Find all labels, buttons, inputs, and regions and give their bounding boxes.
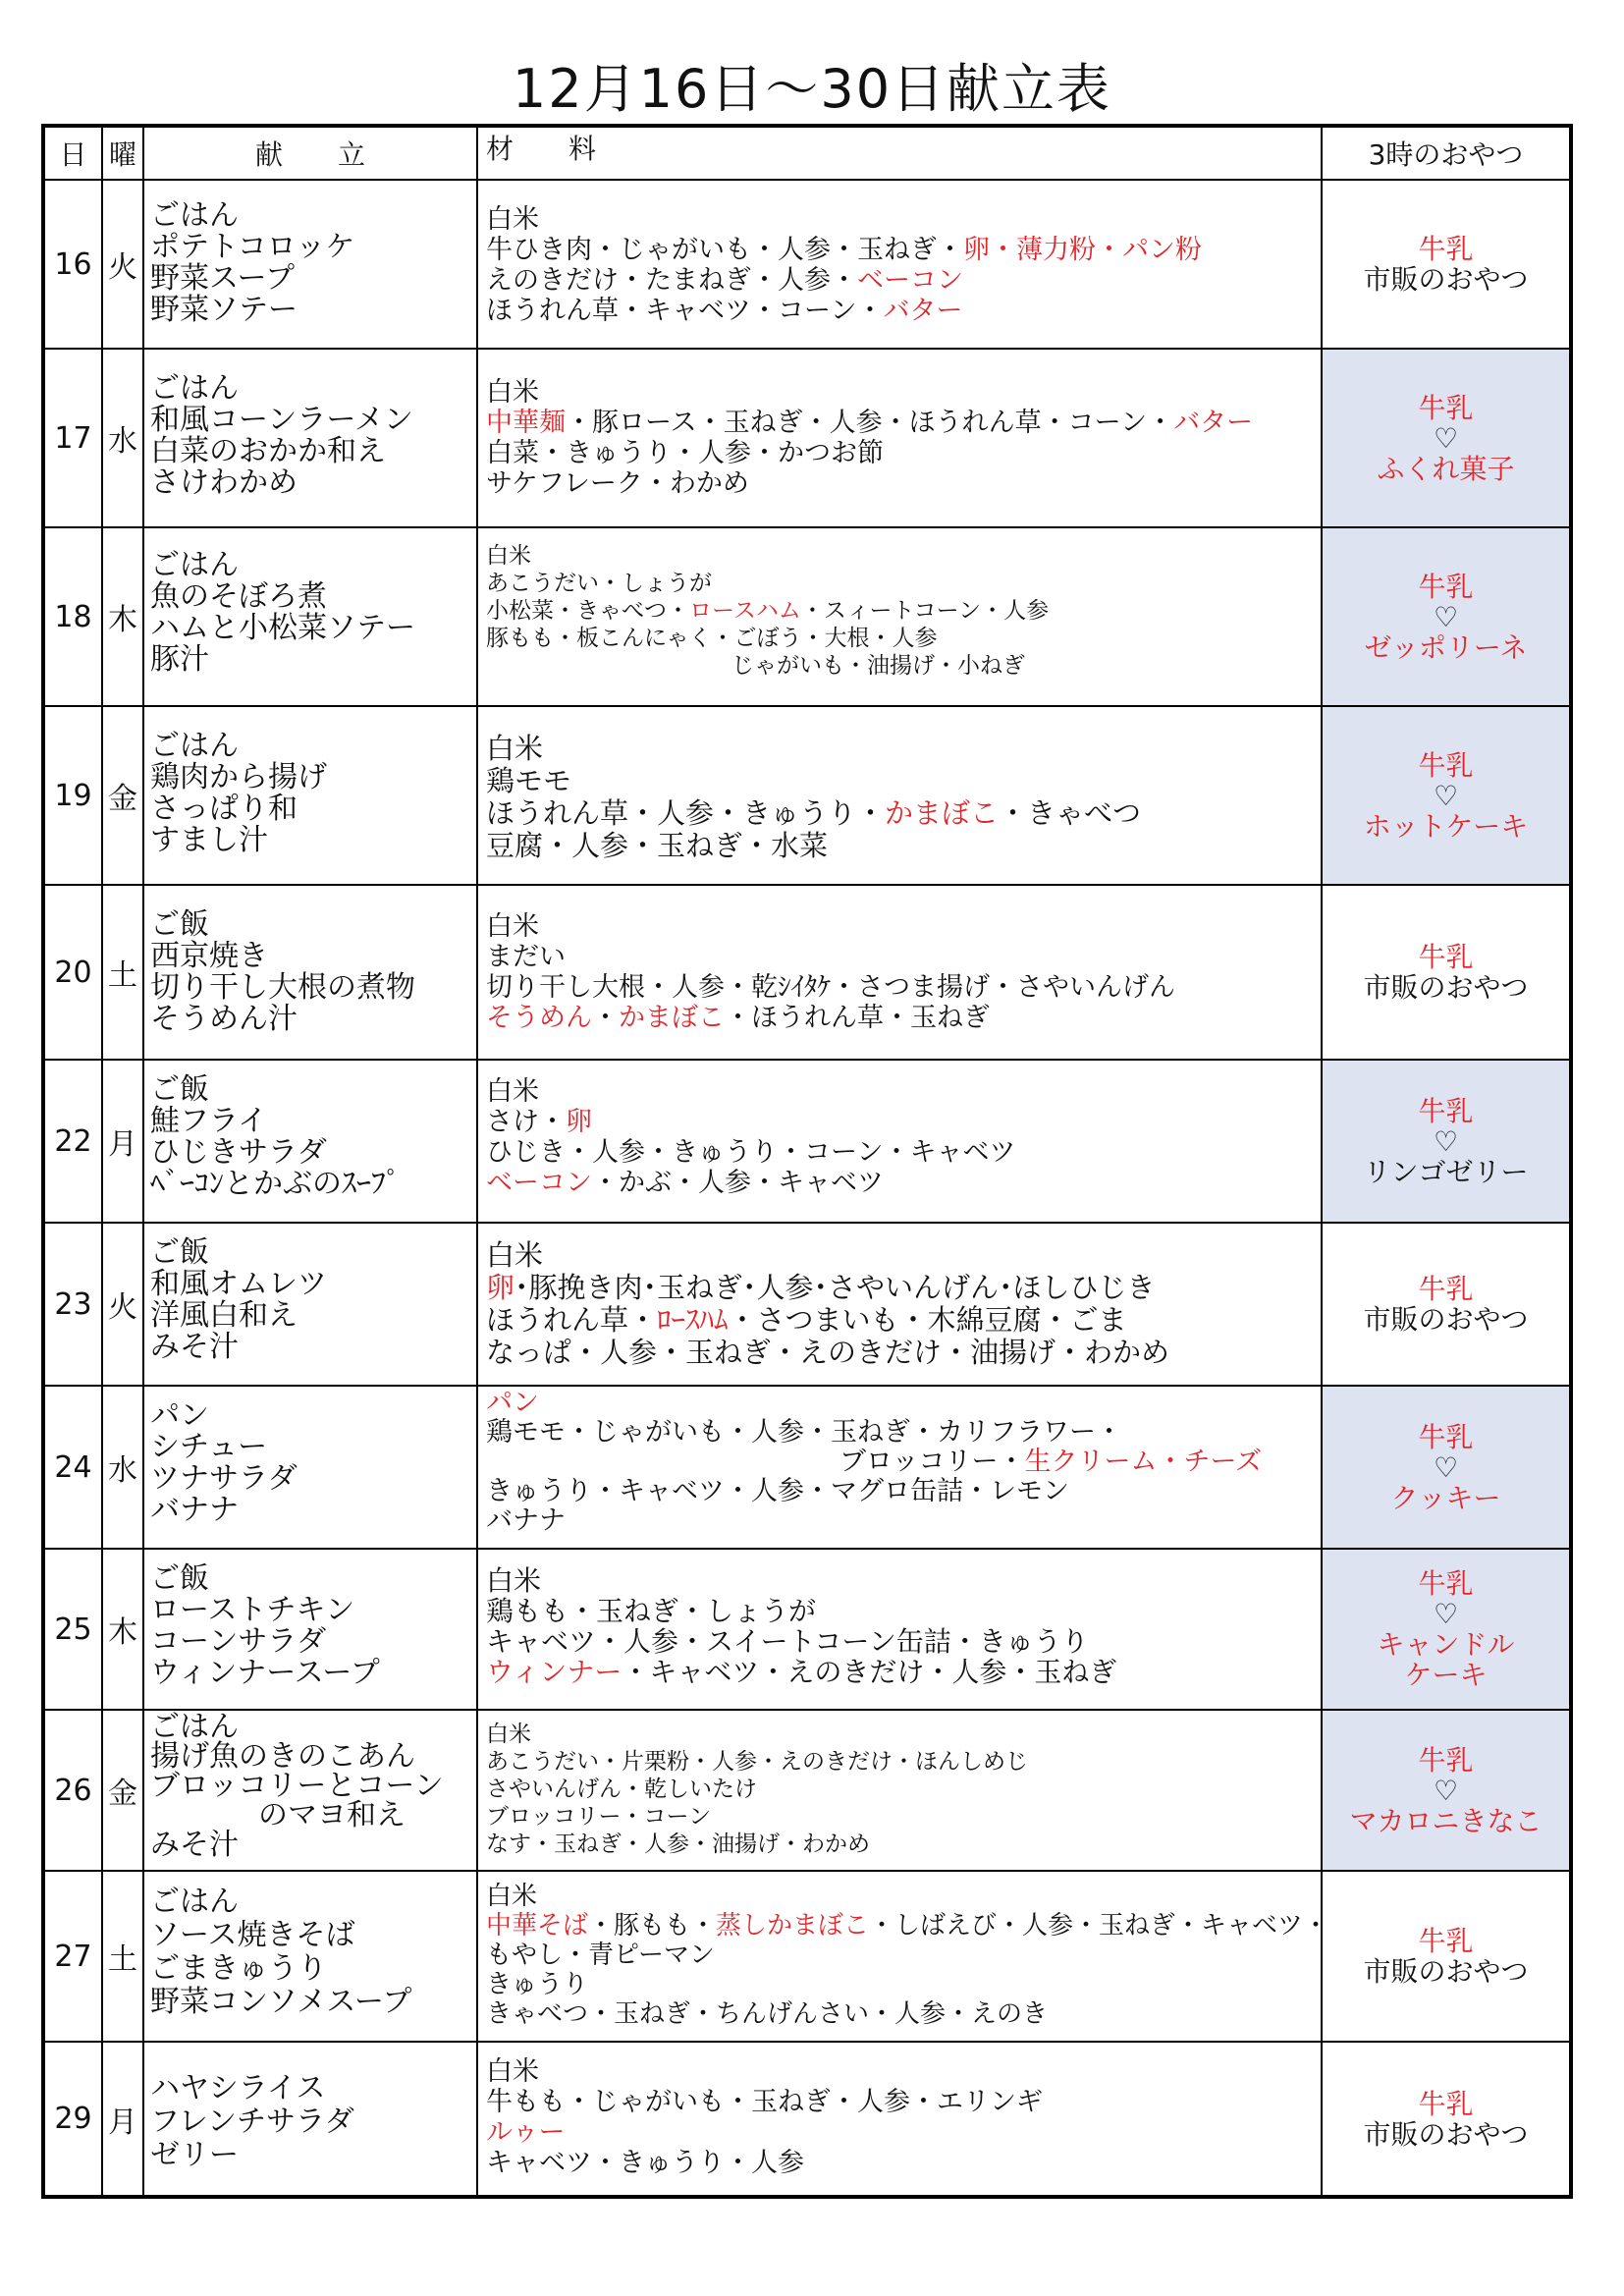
ingredient-line: 白米 bbox=[486, 1882, 538, 1911]
dish-list bbox=[143, 1223, 477, 1386]
ingredient-text: ･豚挽き肉･玉ねぎ･人参･さやいんげん･ほしひじき bbox=[514, 1271, 1156, 1304]
dish: シチュー bbox=[150, 1430, 268, 1464]
header-dow: 曜 bbox=[102, 126, 143, 180]
dish-list bbox=[143, 1871, 477, 2042]
dish: ハムと小松菜ソテー bbox=[150, 611, 415, 645]
day-number: 23 bbox=[43, 1223, 102, 1386]
heart-icon: ♡ bbox=[1433, 1774, 1459, 1807]
dish: 野菜ソテー bbox=[150, 293, 298, 327]
allergen-text: ルゥー bbox=[486, 2117, 566, 2148]
ingredient-line: 鶏モモ bbox=[486, 764, 572, 797]
table-row bbox=[43, 527, 1571, 706]
dish: すまし汁 bbox=[150, 823, 268, 857]
dish: 豚汁 bbox=[150, 642, 209, 677]
table-row bbox=[43, 180, 1571, 349]
ingredient-list bbox=[477, 885, 1322, 1060]
ingredient-text: ・ bbox=[1157, 1447, 1184, 1477]
dish: 洋風白和え bbox=[150, 1298, 298, 1333]
snack-cell bbox=[1322, 706, 1571, 885]
snack-milk: 牛乳 bbox=[1418, 1420, 1474, 1453]
dish: ウィンナースープ bbox=[150, 1656, 380, 1690]
snack-milk: 牛乳 bbox=[1418, 233, 1474, 265]
dish: コーンサラダ bbox=[150, 1624, 327, 1659]
table-row bbox=[43, 1223, 1571, 1386]
heart-icon: ♡ bbox=[1433, 600, 1459, 633]
ingredient-text: ・豚もも・ bbox=[588, 1911, 717, 1941]
dish-list bbox=[143, 2042, 477, 2197]
snack-cell bbox=[1322, 1871, 1571, 2042]
ingredient-line: 白米 bbox=[486, 2056, 539, 2087]
day-of-week: 土 bbox=[102, 1871, 143, 2042]
day-of-week: 月 bbox=[102, 2042, 143, 2197]
ingredient-line: 鶏モモ・じゃがいも・人参・玉ねぎ・カリフラワー・ bbox=[486, 1417, 1122, 1448]
ingredient-line: ひじき・人参・きゅうり・コーン・キャベツ bbox=[486, 1137, 1016, 1168]
ingredient-line bbox=[486, 1168, 1313, 1198]
dish: みそ汁 bbox=[150, 1828, 239, 1862]
table-row bbox=[43, 885, 1571, 1060]
day-of-week: 水 bbox=[102, 349, 143, 527]
header-menu: 献 立 bbox=[143, 126, 477, 180]
allergen-text: 蒸しかまぼこ bbox=[716, 1911, 870, 1941]
ingredient-line bbox=[486, 1911, 1329, 1941]
dish-list bbox=[143, 885, 477, 1060]
ingredient-list bbox=[477, 1710, 1322, 1871]
ingredient-line: 白米 bbox=[486, 377, 539, 408]
ingredient-line: 牛もも・じゃがいも・玉ねぎ・人参・エリンギ bbox=[486, 2087, 1043, 2117]
dish: のマヨ和え bbox=[258, 1798, 406, 1832]
dish: ごまきゅうり bbox=[150, 1951, 327, 1986]
ingredient-text: ・きゃべつ bbox=[999, 796, 1142, 830]
heart-icon: ♡ bbox=[1433, 1124, 1459, 1158]
dish: ポテトコロッケ bbox=[150, 230, 355, 264]
dish: ゼリー bbox=[150, 2138, 239, 2172]
table-row bbox=[43, 1060, 1571, 1223]
ingredient-line: なす・玉ねぎ・人参・油揚げ・わかめ bbox=[486, 1831, 870, 1857]
dish: 鶏肉から揚げ bbox=[150, 760, 327, 794]
snack-cell bbox=[1322, 1386, 1571, 1549]
snack-milk: 牛乳 bbox=[1418, 1094, 1474, 1127]
day-number: 19 bbox=[43, 706, 102, 885]
day-number: 20 bbox=[43, 885, 102, 1060]
snack-item: ケーキ bbox=[1404, 1659, 1488, 1691]
dish: ご飯 bbox=[150, 1072, 209, 1107]
allergen-text: かまぼこ bbox=[619, 1003, 725, 1033]
ingredient-line bbox=[486, 1657, 1313, 1687]
ingredient-line: さやいんげん・乾しいたけ bbox=[486, 1777, 757, 1802]
dish-list bbox=[143, 1710, 477, 1871]
dish: フレンチサラダ bbox=[150, 2105, 354, 2139]
dish: パン bbox=[150, 1398, 209, 1433]
ingredient-list bbox=[477, 180, 1322, 349]
allergen-text: そうめん bbox=[486, 1003, 592, 1033]
dish-list bbox=[143, 1549, 477, 1710]
snack-cell bbox=[1322, 1223, 1571, 1386]
heart-icon: ♡ bbox=[1433, 1450, 1459, 1484]
header-row bbox=[43, 126, 1571, 180]
ingredient-line bbox=[486, 1448, 1313, 1477]
allergen-text: 中華麺 bbox=[486, 408, 566, 438]
dish: 魚のそぼろ煮 bbox=[150, 579, 327, 614]
table-row bbox=[43, 349, 1571, 527]
table-row bbox=[43, 1549, 1571, 1710]
snack-milk: 牛乳 bbox=[1418, 1743, 1474, 1777]
ingredient-line: 豚もも・板こんにゃく・ごぼう・大根・人参 bbox=[486, 626, 938, 651]
day-of-week: 水 bbox=[102, 1386, 143, 1549]
ingredient-line bbox=[486, 1304, 1313, 1337]
menu-table bbox=[41, 124, 1573, 2199]
ingredient-line: もやし・青ピーマン bbox=[486, 1941, 715, 1970]
ingredient-line: あこうだい・片栗粉・人参・えのきだけ・ほんしめじ bbox=[486, 1749, 1028, 1775]
dish: バナナ bbox=[150, 1493, 239, 1527]
ingredient-text: ・ bbox=[990, 235, 1016, 265]
header-day: 日 bbox=[43, 126, 102, 180]
ingredient-list bbox=[477, 1871, 1329, 2042]
allergen-text: ウィンナー bbox=[486, 1656, 623, 1688]
ingredient-line: じゃがいも・油揚げ・小ねぎ bbox=[731, 653, 1025, 679]
allergen-text: パン粉 bbox=[1122, 235, 1202, 265]
allergen-text: チーズ bbox=[1183, 1447, 1263, 1477]
snack-item: 市販のおやつ bbox=[1363, 2117, 1529, 2151]
table-row bbox=[43, 2042, 1571, 2197]
allergen-text: 卵 bbox=[963, 235, 990, 265]
snack-item: 市販のおやつ bbox=[1363, 1955, 1529, 1988]
allergen-text: 生クリーム bbox=[1024, 1447, 1158, 1477]
snack-cell bbox=[1322, 885, 1571, 1060]
ingredient-list bbox=[477, 1549, 1322, 1710]
ingredient-line: 白米 bbox=[486, 911, 539, 942]
ingredient-line: あこうだい・しょうが bbox=[486, 571, 712, 596]
allergen-text: 卵 bbox=[486, 1271, 515, 1304]
ingredient-list bbox=[477, 1223, 1322, 1386]
day-of-week: 金 bbox=[102, 1710, 143, 1871]
dish-list bbox=[143, 1060, 477, 1223]
ingredient-text: ・さつまいも・木綿豆腐・ごま bbox=[728, 1303, 1127, 1337]
day-of-week: 木 bbox=[102, 527, 143, 706]
allergen-text: ロースハム bbox=[689, 598, 801, 624]
snack-milk: 牛乳 bbox=[1418, 1567, 1474, 1600]
ingredient-line: 白米 bbox=[486, 1076, 539, 1107]
ingredient-line bbox=[486, 1272, 1313, 1304]
day-number: 22 bbox=[43, 1060, 102, 1223]
dish: ごはん bbox=[150, 548, 239, 582]
table-row bbox=[43, 1710, 1571, 1871]
snack-cell bbox=[1322, 527, 1571, 706]
snack-milk: 牛乳 bbox=[1418, 748, 1474, 782]
dish-list bbox=[143, 1386, 477, 1549]
snack-milk: 牛乳 bbox=[1418, 1273, 1474, 1305]
ingredient-line bbox=[486, 1003, 1313, 1033]
ingredient-text: ほうれん草・人参・きゅうり・ bbox=[486, 796, 886, 830]
dish: さけわかめ bbox=[150, 465, 298, 500]
allergen-text: かまぼこ bbox=[885, 796, 1000, 830]
snack-item: 市販のおやつ bbox=[1363, 1303, 1529, 1336]
allergen-text: 卵 bbox=[566, 1107, 592, 1137]
dish: ハヤシライス bbox=[150, 2071, 326, 2105]
snack-item: 市販のおやつ bbox=[1363, 263, 1529, 296]
day-of-week: 木 bbox=[102, 1549, 143, 1710]
dish: ソース焼きそば bbox=[150, 1918, 355, 1952]
dish: ﾍﾞｰｺﾝとかぶのｽｰﾌﾟ bbox=[150, 1167, 401, 1201]
day-of-week: 火 bbox=[102, 1223, 143, 1386]
snack-milk: 牛乳 bbox=[1418, 941, 1474, 973]
ingredient-text: 牛ひき肉・じゃがいも・人参・玉ねぎ・ bbox=[486, 235, 963, 265]
dish-list bbox=[143, 180, 477, 349]
day-number: 26 bbox=[43, 1710, 102, 1871]
dish: 白菜のおかか和え bbox=[150, 434, 386, 468]
ingredient-text: ブロッコリー・ bbox=[839, 1447, 1025, 1477]
snack-milk: 牛乳 bbox=[1418, 1925, 1474, 1957]
dish: ひじきサラダ bbox=[150, 1135, 327, 1170]
snack-cell bbox=[1322, 349, 1571, 527]
dish: そうめん汁 bbox=[150, 1002, 298, 1036]
ingredient-line bbox=[486, 597, 1313, 625]
table-row bbox=[43, 706, 1571, 885]
snack-milk: 牛乳 bbox=[1418, 2087, 1474, 2120]
ingredient-text: ・ bbox=[1096, 235, 1122, 265]
ingredient-line: 鶏もも・玉ねぎ・しょうが bbox=[486, 1595, 817, 1627]
dish: ローストチキン bbox=[150, 1593, 355, 1627]
ingredient-line: 白米 bbox=[486, 543, 531, 569]
allergen-text: ﾛｰｽﾊﾑ bbox=[657, 1303, 729, 1337]
snack-item: ゼッポリーネ bbox=[1364, 630, 1528, 664]
snack-milk: 牛乳 bbox=[1418, 391, 1474, 424]
snack-milk: 牛乳 bbox=[1418, 570, 1474, 603]
header-snack: 3時のおやつ bbox=[1322, 126, 1571, 180]
ingredient-line bbox=[486, 408, 1313, 438]
ingredient-text: ・ほうれん草・玉ねぎ bbox=[725, 1003, 990, 1033]
day-number: 16 bbox=[43, 180, 102, 349]
allergen-text: ベーコン bbox=[857, 265, 963, 296]
ingredient-line: サケフレーク・わかめ bbox=[486, 468, 749, 499]
allergen-text: バター bbox=[1173, 408, 1254, 438]
dish-list bbox=[143, 349, 477, 527]
allergen-text: 薄力粉 bbox=[1016, 235, 1096, 265]
ingredient-line bbox=[486, 265, 1313, 296]
ingredient-line bbox=[486, 797, 1313, 830]
ingredient-list bbox=[477, 349, 1322, 527]
dish: ツナサラダ bbox=[150, 1461, 298, 1496]
table-row bbox=[43, 1871, 1571, 2042]
snack-cell bbox=[1322, 1060, 1571, 1223]
ingredient-line bbox=[486, 296, 1313, 326]
dish: さっぱり和 bbox=[150, 792, 298, 826]
dish: ごはん bbox=[150, 198, 239, 233]
day-of-week: 月 bbox=[102, 1060, 143, 1223]
ingredient-line: 白米 bbox=[486, 1564, 542, 1597]
ingredient-line: きゅうり・キャベツ・人参・マグロ缶詰・レモン bbox=[486, 1476, 1069, 1506]
day-of-week: 金 bbox=[102, 706, 143, 885]
ingredient-line: 白菜・きゅうり・人参・かつお節 bbox=[486, 438, 884, 468]
ingredient-line bbox=[486, 235, 1313, 265]
ingredient-list bbox=[477, 1386, 1322, 1549]
dish: みそ汁 bbox=[150, 1330, 239, 1364]
snack-cell bbox=[1322, 1710, 1571, 1871]
allergen-text: バター bbox=[883, 296, 963, 326]
day-number: 27 bbox=[43, 1871, 102, 2042]
ingredient-text: ・スィートコーン・人参 bbox=[800, 598, 1050, 624]
day-number: 29 bbox=[43, 2042, 102, 2197]
ingredient-line: 白米 bbox=[486, 204, 539, 235]
ingredient-line: 白米 bbox=[486, 1238, 544, 1272]
heart-icon: ♡ bbox=[1433, 1598, 1459, 1630]
snack-item: クッキー bbox=[1390, 1481, 1501, 1514]
snack-item: ふくれ菓子 bbox=[1377, 452, 1515, 485]
dish: ご飯 bbox=[150, 907, 209, 942]
ingredient-text: ほうれん草・キャベツ・コーン・ bbox=[486, 296, 884, 326]
ingredient-line: キャベツ・人参・スイートコーン缶詰・きゅうり bbox=[486, 1625, 1089, 1658]
dish: ごはん bbox=[150, 729, 239, 763]
day-of-week: 土 bbox=[102, 885, 143, 1060]
ingredient-text: 小松菜・きゃべつ・ bbox=[486, 598, 689, 624]
snack-cell bbox=[1322, 2042, 1571, 2197]
ingredient-line: バナナ bbox=[486, 1505, 566, 1536]
header-ingredients: 材 料 bbox=[477, 126, 1322, 180]
ingredient-line: 白米 bbox=[486, 732, 544, 765]
ingredient-list bbox=[477, 527, 1322, 706]
ingredient-line: キャベツ・きゅうり・人参 bbox=[486, 2148, 804, 2178]
ingredient-line: ブロッコリー・コーン bbox=[486, 1804, 712, 1830]
dish: ごはん bbox=[150, 1885, 239, 1919]
dish: 野菜スープ bbox=[150, 261, 295, 296]
dish: ご飯 bbox=[150, 1561, 209, 1596]
dish: ご飯 bbox=[150, 1235, 209, 1270]
dish: 鮭フライ bbox=[150, 1104, 268, 1138]
ingredient-line: まだい bbox=[486, 942, 566, 972]
ingredient-list bbox=[477, 2042, 1322, 2197]
ingredient-text: さけ・ bbox=[486, 1107, 566, 1137]
dish: 野菜コンソメスープ bbox=[150, 1985, 412, 2019]
snack-item: 市販のおやつ bbox=[1363, 971, 1529, 1004]
ingredient-line: 切り干し大根・人参・乾ｼｲﾀｹ・さつま揚げ・さやいんげん bbox=[486, 972, 1175, 1003]
dish-list bbox=[143, 527, 477, 706]
snack-item: リンゴゼリー bbox=[1363, 1155, 1529, 1188]
snack-item: キャンドル bbox=[1377, 1628, 1515, 1661]
ingredient-line: きゅうり bbox=[486, 1970, 589, 1999]
dish: 和風オムレツ bbox=[150, 1267, 327, 1301]
snack-item: ホットケーキ bbox=[1363, 809, 1529, 843]
ingredient-text: ・キャベツ・えのきだけ・人参・玉ねぎ bbox=[622, 1656, 1117, 1688]
ingredient-text: ・しばえび・人参・玉ねぎ・キャベツ・ bbox=[869, 1911, 1329, 1941]
dish: 西京焼き bbox=[150, 939, 268, 973]
ingredient-list bbox=[477, 706, 1322, 885]
day-number: 17 bbox=[43, 349, 102, 527]
ingredient-line: なっぱ・人参・玉ねぎ・えのきだけ・油揚げ・わかめ bbox=[486, 1336, 1170, 1369]
day-number: 18 bbox=[43, 527, 102, 706]
snack-cell bbox=[1322, 180, 1571, 349]
dish: 和風コーンラーメン bbox=[150, 403, 413, 437]
ingredient-line: 白米 bbox=[486, 1722, 531, 1747]
heart-icon: ♡ bbox=[1433, 779, 1459, 812]
ingredient-list bbox=[477, 1060, 1322, 1223]
allergen-text: パン bbox=[486, 1388, 539, 1418]
ingredient-text: ・ bbox=[592, 1003, 619, 1033]
ingredient-line: 豆腐・人参・玉ねぎ・水菜 bbox=[486, 829, 829, 862]
ingredient-text: ・豚ロース・玉ねぎ・人参・ほうれん草・コーン・ bbox=[566, 408, 1174, 438]
day-number: 24 bbox=[43, 1386, 102, 1549]
allergen-text: ベーコン bbox=[486, 1168, 592, 1198]
ingredient-text: えのきだけ・たまねぎ・人参・ bbox=[486, 265, 857, 296]
ingredient-line: きゃべつ・玉ねぎ・ちんげんさい・人参・えのき bbox=[486, 1999, 1049, 2029]
heart-icon: ♡ bbox=[1433, 421, 1459, 455]
day-of-week: 火 bbox=[102, 180, 143, 349]
ingredient-text: ほうれん草・ bbox=[486, 1303, 658, 1337]
day-number: 25 bbox=[43, 1549, 102, 1710]
allergen-text: 中華そば bbox=[486, 1911, 589, 1941]
dish: 切り干し大根の煮物 bbox=[150, 970, 415, 1005]
table-row bbox=[43, 1386, 1571, 1549]
dish: ごはん bbox=[150, 371, 239, 406]
dish: ごはん bbox=[150, 1710, 239, 1744]
snack-item: マカロニきなこ bbox=[1349, 1804, 1543, 1837]
page-title: 12月16日～30日献立表 bbox=[512, 58, 1112, 120]
dish: ブロッコリーとコーン bbox=[150, 1769, 444, 1803]
dish: 揚げ魚のきのこあん bbox=[150, 1739, 415, 1774]
dish-list bbox=[143, 706, 477, 885]
ingredient-text: ・かぶ・人参・キャベツ bbox=[592, 1168, 884, 1198]
ingredient-line bbox=[486, 1107, 1313, 1137]
snack-cell bbox=[1322, 1549, 1571, 1710]
